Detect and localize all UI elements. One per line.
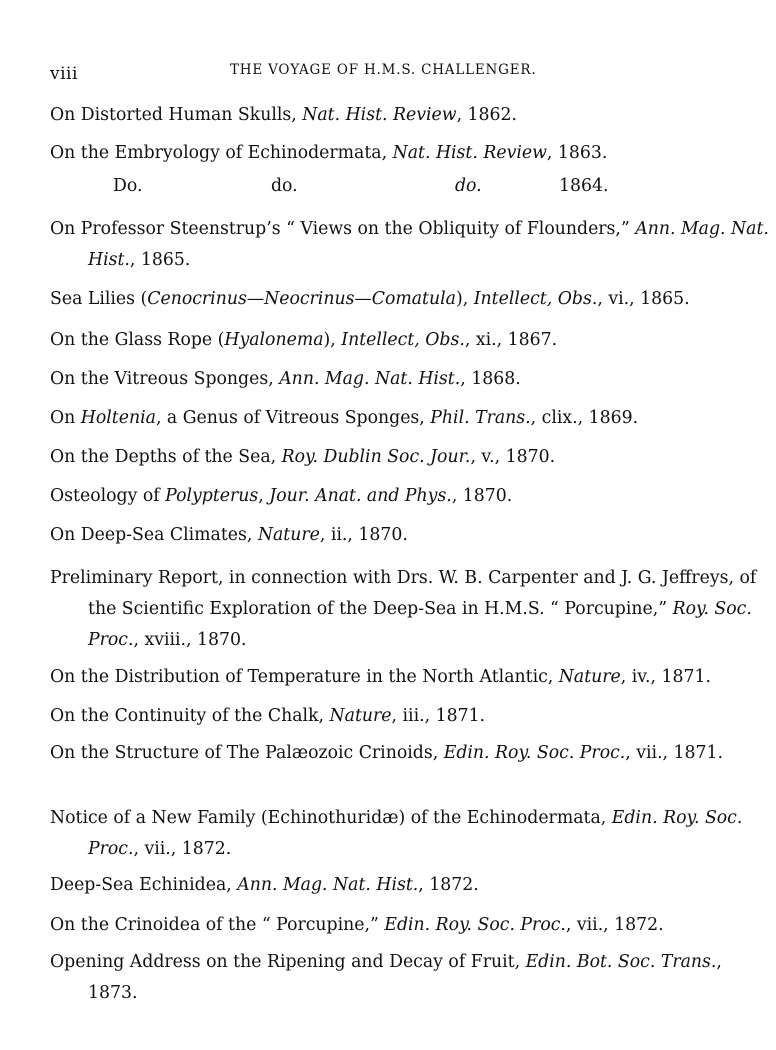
bibliography-entry: On the Continuity of the Chalk, Nature, iii., 1871. xyxy=(50,706,486,726)
bibliography-entry: On the Glass Rope (Hyalonema), Intellect, Obs., xi., 1867. xyxy=(50,330,558,350)
bibliography-entry: On the Structure of The Palæozoic Crinoids, Edin. Roy. Soc. Proc., vii., 1871. xyxy=(50,743,724,763)
ditto-mark: do. xyxy=(455,176,482,196)
bibliography-entry: On the Embryology of Echinodermata, Nat. Hist. Review, 1863. xyxy=(50,143,608,163)
bibliography-entry: Deep-Sea Echinidea, Ann. Mag. Nat. Hist., 1872. xyxy=(50,875,479,895)
bibliography-entry: Osteology of Polypterus, Jour. Anat. and Phys., 1870. xyxy=(50,486,513,506)
running-title: THE VOYAGE OF H.M.S. CHALLENGER. xyxy=(230,62,537,78)
ditto-year: 1864. xyxy=(559,176,609,196)
bibliography-entry: On Distorted Human Skulls, Nat. Hist. Review, 1862. xyxy=(50,105,518,125)
page-header xyxy=(50,58,740,82)
ditto-mark: Do. xyxy=(113,176,143,196)
bibliography-entry: On the Depths of the Sea, Roy. Dublin Soc. Jour., v., 1870. xyxy=(50,447,556,467)
bibliography-entry: Opening Address on the Ripening and Decay of Fruit, Edin. Bot. Soc. Trans., 1873. xyxy=(50,952,722,1003)
bibliography-entry: On Professor Steenstrup’s “ Views on the Obliquity of Flounders,” Ann. Mag. Nat. Hist., 1865. xyxy=(50,219,769,270)
bibliography-entry: Notice of a New Family (Echinothuridæ) of the Echinodermata, Edin. Roy. Soc. Proc., vii., 1872. xyxy=(50,808,743,859)
ditto-line xyxy=(113,176,673,204)
bibliography-entry: On Holtenia, a Genus of Vitreous Sponges, Phil. Trans., clix., 1869. xyxy=(50,408,639,428)
bibliography-entry: On Deep-Sea Climates, Nature, ii., 1870. xyxy=(50,525,408,545)
bibliography-entry: On the Vitreous Sponges, Ann. Mag. Nat. Hist., 1868. xyxy=(50,369,521,389)
bibliography-entry: Preliminary Report, in connection with Drs. W. B. Carpenter and J. G. Jeffreys, of the Scientific Exploration of the Deep-Sea in H.M.S. “ Porcupine,” Roy. Soc. Proc., xviii., 1870. xyxy=(50,568,757,650)
bibliography-entry: On the Crinoidea of the “ Porcupine,” Edin. Roy. Soc. Proc., vii., 1872. xyxy=(50,915,664,935)
bibliography-entry: On the Distribution of Temperature in the North Atlantic, Nature, iv., 1871. xyxy=(50,667,711,687)
page-number: viii xyxy=(50,64,78,84)
ditto-mark: do. xyxy=(271,176,298,196)
bibliography-entry: Sea Lilies (Cenocrinus—Neocrinus—Comatula), Intellect, Obs., vi., 1865. xyxy=(50,289,690,309)
